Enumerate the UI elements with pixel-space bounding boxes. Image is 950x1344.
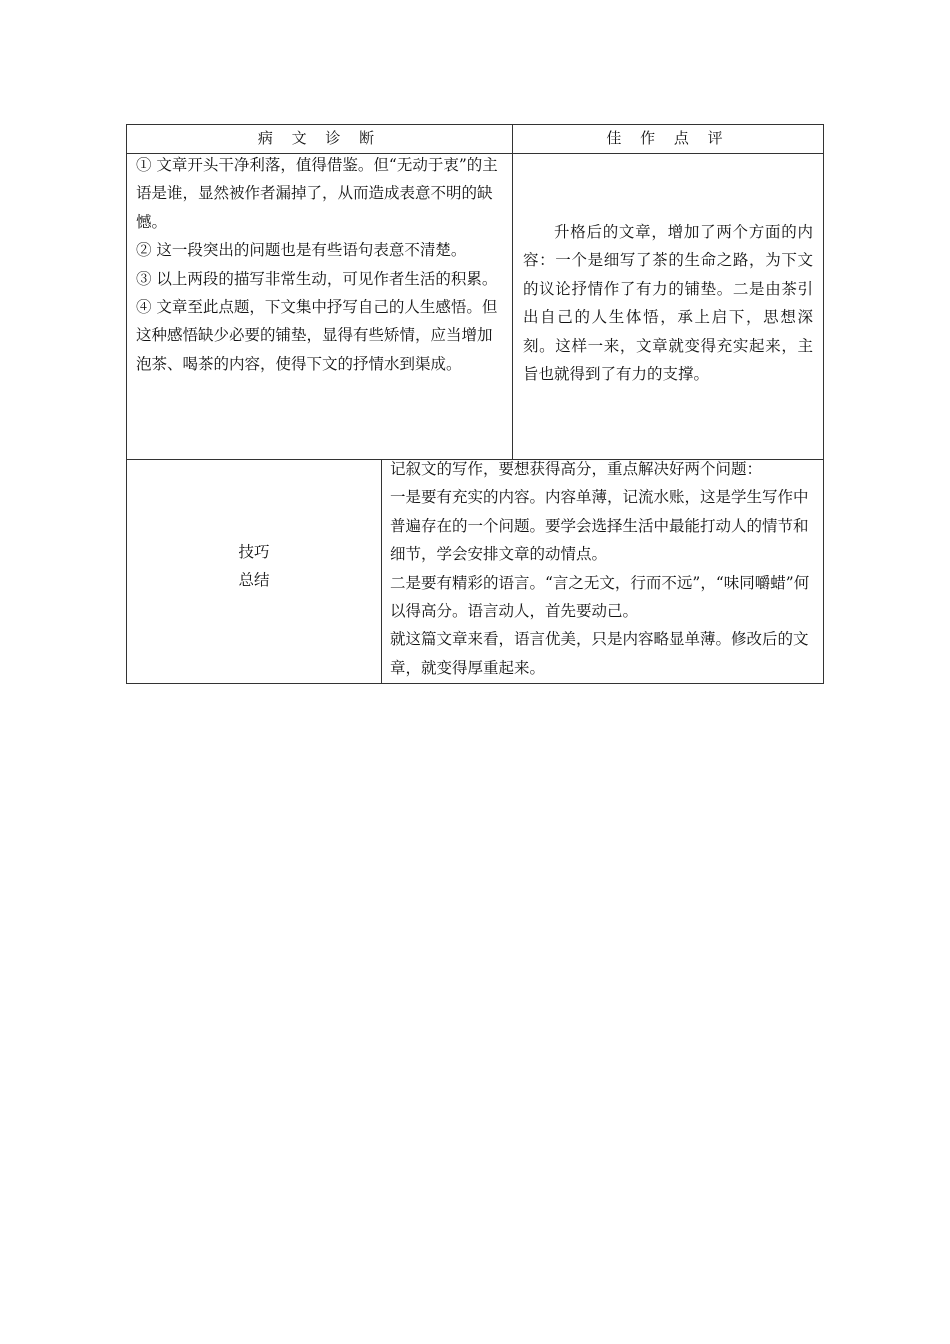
summary-line-3: 二是要有精彩的语言。“言之无文，行而不远”，“味同嚼蜡”何以得高分。语言动人，首先要动己。 [390, 573, 810, 621]
lower-column-divider [381, 459, 382, 684]
diagnosis-cell [136, 151, 498, 378]
summary-label [127, 538, 381, 594]
summary-line-4: 就这篇文章来看，语言优美，只是内容略显单薄。修改后的文章，就变得厚重起来。 [390, 630, 809, 677]
diagnosis-item-4: ④ 文章至此点题，下文集中抒写自己的人生感悟。但这种感悟缺少必要的铺垫，显得有些矫情，应当增加泡茶、喝茶的内容，使得下文的抒情水到渠成。 [136, 298, 498, 373]
header-comment: 佳 作 点 评 [606, 129, 730, 147]
summary-label-line2: 总结 [238, 571, 270, 589]
comment-cell [523, 218, 813, 388]
summary-label-line1: 技巧 [238, 543, 270, 561]
comment-text: 升格后的文章，增加了两个方面的内容：一个是细写了茶的生命之路，为下文的议论抒情作了有力的铺垫。二是由茶引出自己的人生体悟，承上启下，思想深刻。这样一来，文章就变得充实起来，主旨也就得到了有力的支撑。 [523, 223, 813, 384]
summary-line-1: 记叙文的写作，要想获得高分，重点解决好两个问题： [390, 460, 763, 478]
diagnosis-item-3: ③ 以上两段的描写非常生动，可见作者生活的积累。 [136, 269, 498, 288]
header-diagnosis: 病 文 诊 断 [257, 129, 382, 147]
diagnosis-item-2: ② 这一段突出的问题也是有些语句表意不清楚。 [136, 241, 467, 260]
summary-cell [390, 455, 814, 682]
upper-column-divider [512, 124, 513, 460]
diagnosis-item-1: ① 文章开头干净利落，值得借鉴。但“无动于衷”的主语是谁，显然被作者漏掉了，从而造成表意不明的缺憾。 [136, 156, 498, 231]
summary-line-2: 一是要有充实的内容。内容单薄，记流水账，这是学生写作中普遍存在的一个问题。要学会选择生活中最能打动人的情节和细节，学会安排文章的动情点。 [390, 488, 809, 564]
